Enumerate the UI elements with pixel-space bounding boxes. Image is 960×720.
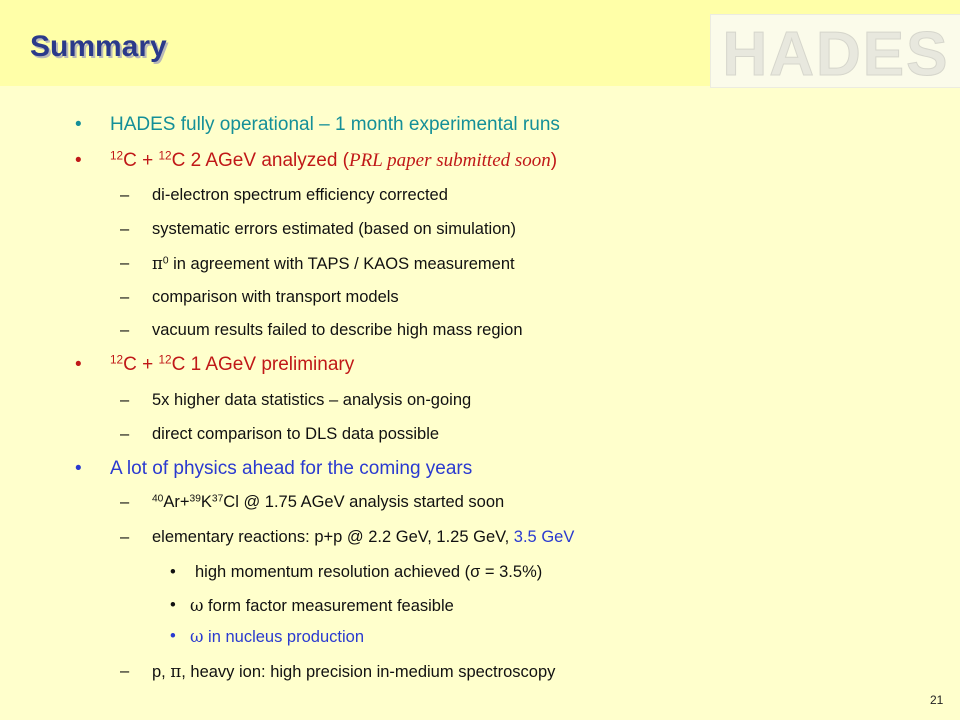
dash-marker: – [120,528,130,546]
pi-symbol: π [152,254,163,273]
highlight-text: 3.5 GeV [513,528,575,546]
dash-marker: – [120,186,130,204]
list-item-text: 5x higher data statistics – analysis on-going [152,391,472,409]
list-item-text: elementary reactions: p+p @ 2.2 GeV, 1.25 GeV, 3.5 GeV [152,528,575,546]
list-item-text: $^{12}$C + $^{12}$C 1 AGeV preliminary [110,353,355,375]
bullet-marker: • [170,596,176,614]
dash-marker: – [120,254,130,272]
bullet-marker: • [75,114,82,135]
pi-symbol: π [170,662,182,681]
list-item-text: A lot of physics ahead for the coming years [110,458,473,479]
list-item-text: $^{12}$C + $^{12}$C 2 AGeV analyzed (PRL paper submitted soon) [110,149,558,171]
list-item-text: HADES fully operational – 1 month experimental runs [110,114,560,135]
dash-marker: – [120,391,130,409]
list-item-text: high momentum resolution achieved (σ = 3.5%) [195,563,543,581]
bullet-marker: • [170,627,176,645]
bullet-marker: • [75,458,82,479]
bullet-marker: • [75,354,82,375]
list-item-text: vacuum results failed to describe high mass region [152,321,523,339]
omega-symbol: ω [190,596,204,615]
dash-marker: – [120,220,130,238]
list-item-text: systematic errors estimated (based on simulation) [152,220,517,238]
bullet-marker: • [170,563,176,581]
dash-marker: – [120,662,130,680]
list-item-text: p, π, heavy ion: high precision in-medium spectroscopy [152,662,556,681]
list-item-text: di-electron spectrum efficiency corrected [152,186,448,204]
omega-symbol: ω [190,627,204,646]
page-number: 21 [930,693,944,707]
dash-marker: – [120,321,130,339]
dash-marker: – [120,288,130,306]
hades-logo-text: HADES [722,20,950,87]
dash-marker: – [120,493,130,511]
bullet-marker: • [75,150,82,171]
list-item-text: direct comparison to DLS data possible [152,425,440,443]
list-item-text: comparison with transport models [152,288,399,306]
slide-title: Summary [30,30,167,63]
list-item-text: $^{40}Ar+^{39}K^{37}Cl$ @ 1.75 AGeV analysis started soon [152,493,505,511]
list-item-text: ω form factor measurement feasible [190,596,454,615]
list-item-text: $\pi^0$ in agreement with TAPS / KAOS measurement [152,254,515,273]
dash-marker: – [120,425,130,443]
list-item-text: ω in nucleus production [190,627,364,646]
